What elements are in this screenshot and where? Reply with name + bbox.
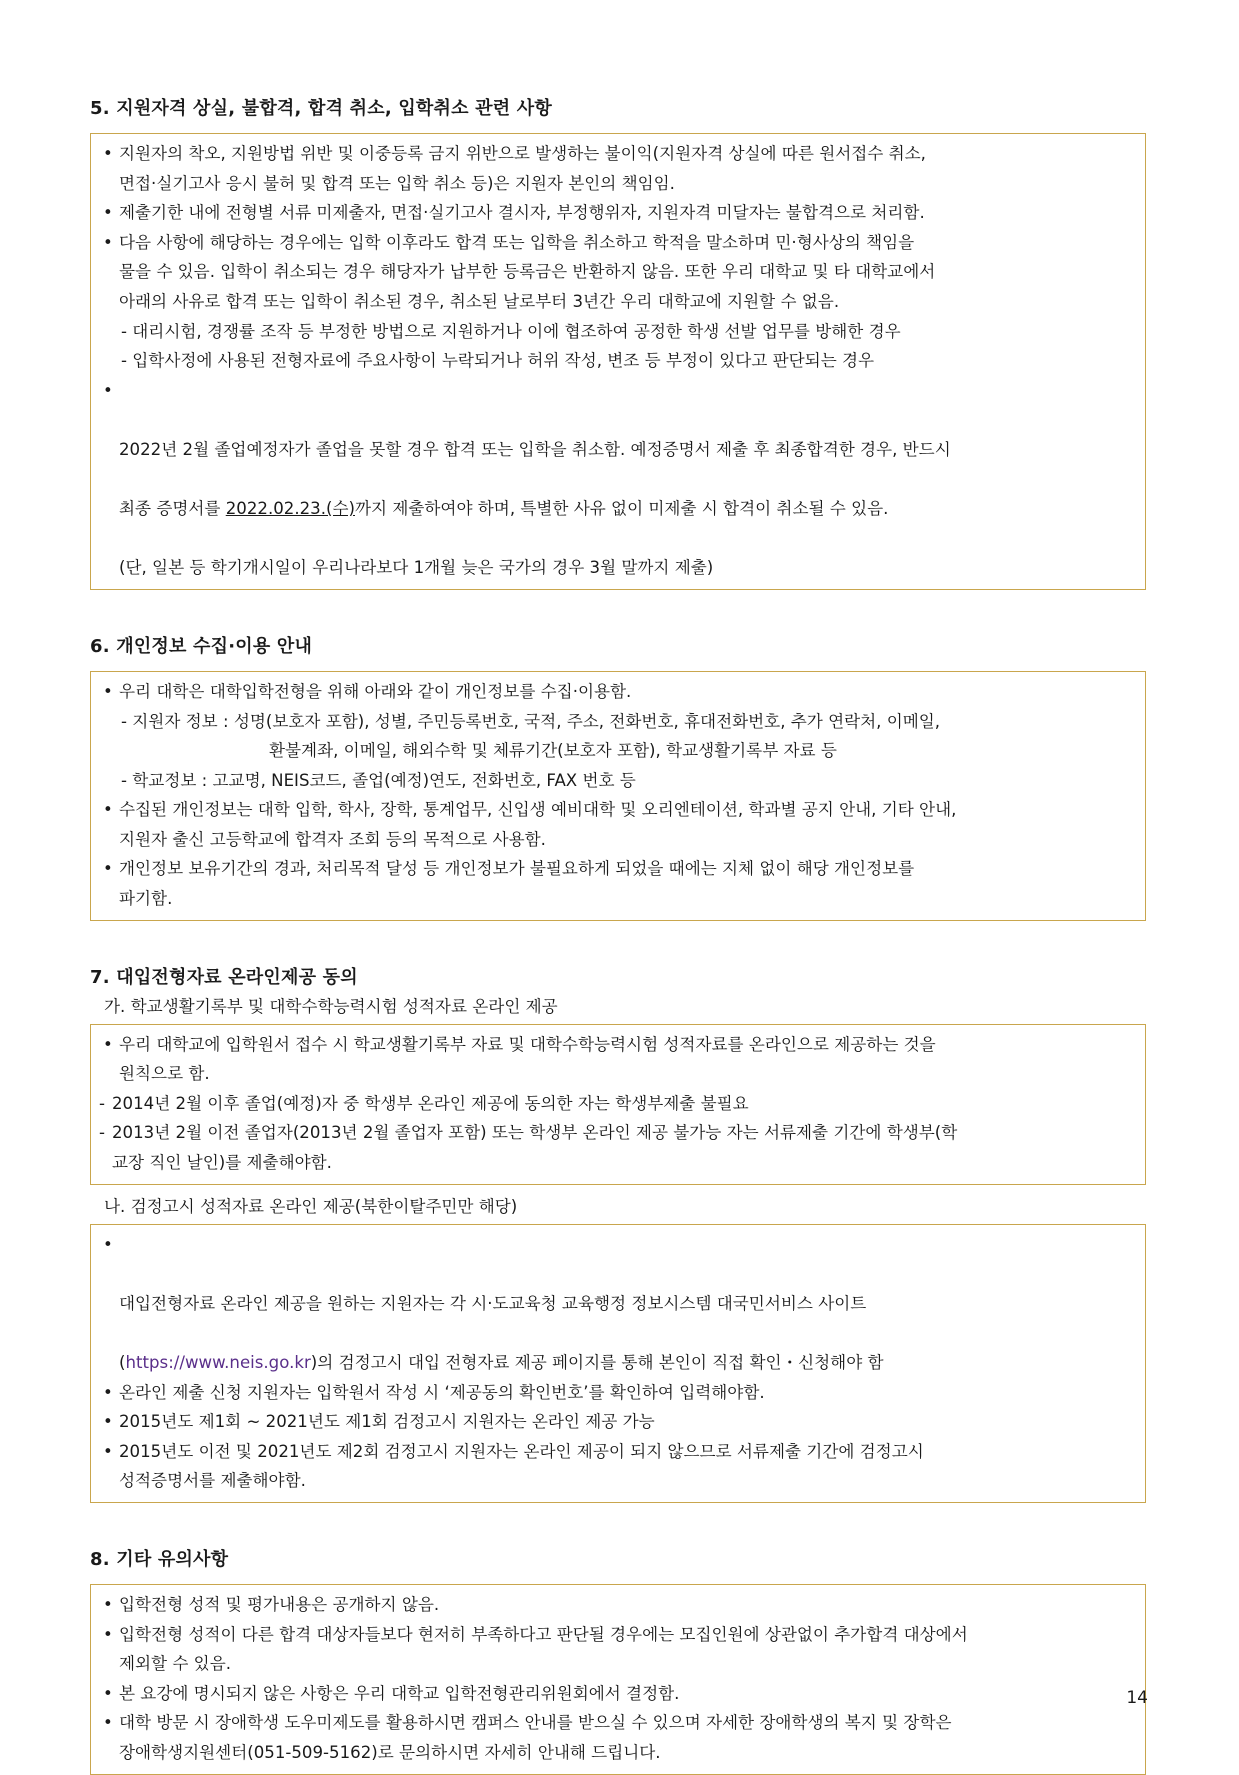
list-item: • 온라인 제출 신청 지원자는 입학원서 작성 시 ‘제공동의 확인번호’를 확인하여 입력해야함. bbox=[103, 1382, 765, 1402]
page-number: 14 bbox=[1126, 1688, 1148, 1708]
section-7a-box bbox=[90, 1024, 1146, 1185]
list-item: • 대입전형자료 온라인 제공을 원하는 지원자는 각 시·도교육청 교육행정 정보시스템 대국민서비스 사이트 (https://www.neis.go.kr)의 검정고시 대입 전형자료 제공 페이지를 통해 본인이 직접 확인・신청해야 함 bbox=[103, 1234, 884, 1372]
list-item: • 본 요강에 명시되지 않은 사항은 우리 대학교 입학전형관리위원회에서 결정함. bbox=[103, 1683, 680, 1703]
subsection-b-title: 나. 검정고시 성적자료 온라인 제공(북한이탈주민만 해당) bbox=[104, 1196, 518, 1216]
list-item: • 입학전형 성적이 다른 합격 대상자들보다 현저히 부족하다고 판단될 경우에는 모집인원에 상관없이 추가합격 대상에서 제외할 수 있음. bbox=[103, 1624, 968, 1674]
deadline-date: 2022.02.23.(수) bbox=[225, 499, 355, 519]
section-7b-box bbox=[90, 1224, 1146, 1503]
sub-item: - 지원자 정보 : 성명(보호자 포함), 성별, 주민등록번호, 국적, 주소, 전화번호, 휴대전화번호, 추가 연락처, 이메일, bbox=[121, 711, 941, 731]
sub-item: - 학교정보 : 고교명, NEIS코드, 졸업(예정)연도, 전화번호, FAX 번호 등 bbox=[121, 770, 636, 790]
section-6-title: 6. 개인정보 수집·이용 안내 bbox=[90, 635, 313, 657]
list-item: • 입학전형 성적 및 평가내용은 공개하지 않음. bbox=[103, 1594, 440, 1614]
section-7-title: 7. 대입전형자료 온라인제공 동의 bbox=[90, 966, 358, 988]
sub-item: - 대리시험, 경쟁률 조작 등 부정한 방법으로 지원하거나 이에 협조하여 공정한 학생 선발 업무를 방해한 경우 bbox=[121, 321, 901, 341]
list-item: • 2022년 2월 졸업예정자가 졸업을 못할 경우 합격 또는 입학을 취소함. 예정증명서 제출 후 최종합격한 경우, 반드시 최종 증명서를 2022.02.23.(수)까지 제출하여야 하며, 특별한 사유 없이 미제출 시 합격이 취소될 수 있음. (단, 일본 등 학기개시일이 우리나라보다 1개월 늦은 국가의 경우 3월 말까지 제출) bbox=[103, 380, 951, 578]
list-item: • 우리 대학교에 입학원서 접수 시 학교생활기록부 자료 및 대학수학능력시험 성적자료를 온라인으로 제공하는 것을 원칙으로 함. bbox=[103, 1034, 936, 1084]
list-item: • 개인정보 보유기간의 경과, 처리목적 달성 등 개인정보가 불필요하게 되었을 때에는 지체 없이 해당 개인정보를 파기함. bbox=[103, 859, 915, 909]
subsection-a-title: 가. 학교생활기록부 및 대학수학능력시험 성적자료 온라인 제공 bbox=[104, 996, 558, 1016]
dash-item: - 2013년 2월 이전 졸업자(2013년 2월 졸업자 포함) 또는 학생부 온라인 제공 불가능 자는 서류제출 기간에 학생부(학 교장 직인 날인)를 제출해야함. bbox=[99, 1123, 958, 1173]
neis-link[interactable]: https://www.neis.go.kr bbox=[125, 1353, 311, 1372]
list-item: • 수집된 개인정보는 대학 입학, 학사, 장학, 통계업무, 신입생 예비대학 및 오리엔테이션, 학과별 공지 안내, 기타 안내, 지원자 출신 고등학교에 합격자 조회 등의 목적으로 사용함. bbox=[103, 800, 957, 849]
list-item: • 2015년도 제1회 ~ 2021년도 제1회 검정고시 지원자는 온라인 제공 가능 bbox=[103, 1412, 655, 1432]
list-item: • 우리 대학은 대학입학전형을 위해 아래와 같이 개인정보를 수집·이용함. bbox=[103, 681, 632, 701]
list-item: • 다음 사항에 해당하는 경우에는 입학 이후라도 합격 또는 입학을 취소하고 학적을 말소하며 민·형사상의 책임을 물을 수 있음. 입학이 취소되는 경우 해당자가 납부한 등록금은 반환하지 않음. 또한 우리 대학교 및 타 대학교에서 아래의 사유로 합격 또는 입학이 취소된 경우, 취소된 날로부터 3년간 우리 대학교에 지원할 수 없음. bbox=[103, 232, 936, 311]
section-5-title: 5. 지원자격 상실, 불합격, 합격 취소, 입학취소 관련 사항 bbox=[90, 98, 552, 119]
document-page bbox=[90, 96, 1146, 1775]
sub-item: - 입학사정에 사용된 전형자료에 주요사항이 누락되거나 허위 작성, 변조 등 부정이 있다고 판단되는 경우 bbox=[121, 351, 875, 371]
section-6-box bbox=[90, 671, 1146, 921]
dash-item: - 2014년 2월 이후 졸업(예정)자 중 학생부 온라인 제공에 동의한 자는 학생부제출 불필요 bbox=[99, 1093, 749, 1113]
sub-item-continuation: 환불계좌, 이메일, 해외수학 및 체류기간(보호자 포함), 학교생활기록부 자료 등 bbox=[269, 741, 837, 761]
section-5-box bbox=[90, 133, 1146, 590]
list-item: • 대학 방문 시 장애학생 도우미제도를 활용하시면 캠퍼스 안내를 받으실 수 있으며 자세한 장애학생의 복지 및 장학은 장애학생지원센터(051-509-5162)로 문의하시면 자세히 안내해 드립니다. bbox=[103, 1713, 952, 1762]
list-item: • 제출기한 내에 전형별 서류 미제출자, 면접·실기고사 결시자, 부정행위자, 지원자격 미달자는 불합격으로 처리함. bbox=[103, 203, 925, 223]
section-8-box bbox=[90, 1584, 1146, 1775]
list-item: • 지원자의 착오, 지원방법 위반 및 이중등록 금지 위반으로 발생하는 불이익(지원자격 상실에 따른 원서접수 취소, 면접·실기고사 응시 불허 및 합격 또는 입학 취소 등)은 지원자 본인의 책임임. bbox=[103, 144, 926, 193]
section-8-title: 8. 기타 유의사항 bbox=[90, 1548, 229, 1570]
list-item: • 2015년도 이전 및 2021년도 제2회 검정고시 지원자는 온라인 제공이 되지 않으므로 서류제출 기간에 검정고시 성적증명서를 제출해야함. bbox=[103, 1441, 924, 1491]
